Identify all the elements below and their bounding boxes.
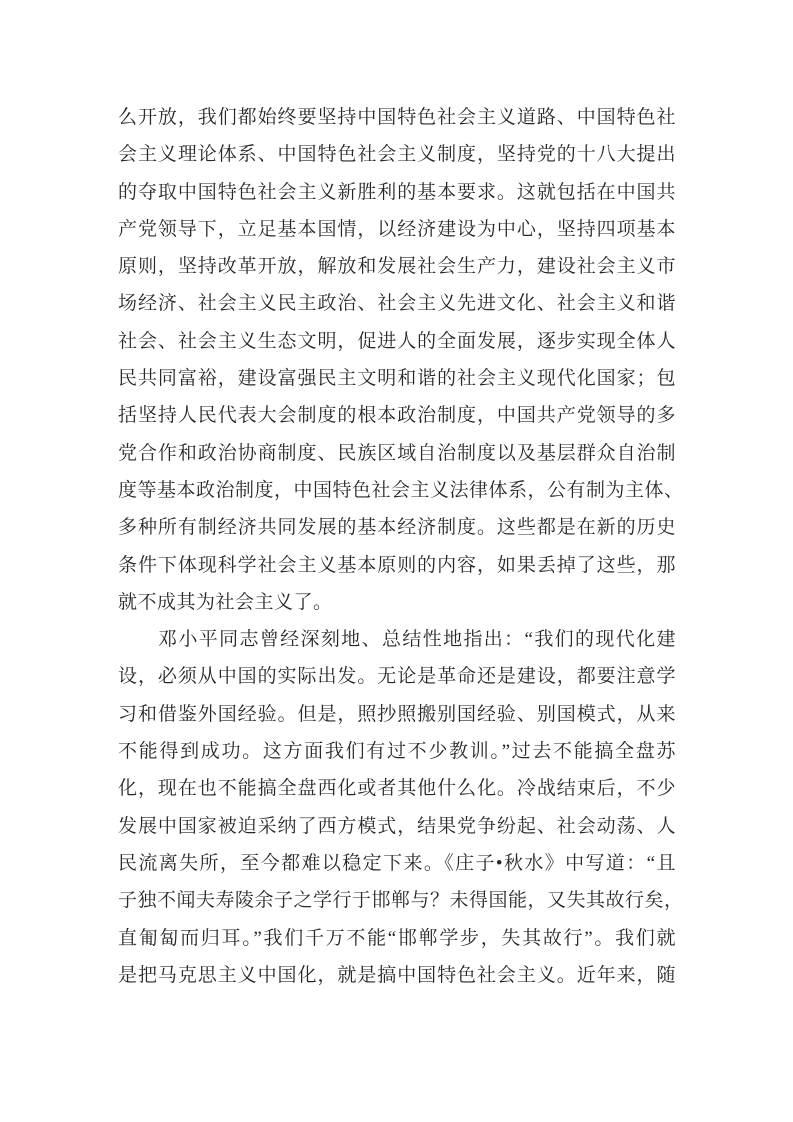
text-line: 直匍匐而归耳。”我们千万不能“邯郸学步，失其故行”。我们就 xyxy=(118,927,676,949)
text-line: 原则，坚持改革开放，解放和发展社会生产力，建设社会主义市 xyxy=(118,256,676,278)
text-block xyxy=(118,99,684,994)
text-line: 场经济、社会主义民主政治、社会主义先进文化、社会主义和谐 xyxy=(118,293,676,315)
text-line: 的夺取中国特色社会主义新胜利的基本要求。这就包括在中国共 xyxy=(118,181,676,203)
text-line: 会主义理论体系、中国特色社会主义制度，坚持党的十八大提出 xyxy=(118,144,676,166)
text-line: 产党领导下，立足基本国情，以经济建设为中心，坚持四项基本 xyxy=(118,218,676,240)
text-line: 发展中国家被迫采纳了西方模式，结果党争纷起、社会动荡、人 xyxy=(118,815,676,837)
text-line: 民流离失所，至今都难以稳定下来。《庄子•秋水》中写道：“且 xyxy=(118,852,676,874)
text-line: 度等基本政治制度，中国特色社会主义法律体系，公有制为主体、 xyxy=(118,479,684,501)
text-line: 是把马克思主义中国化，就是搞中国特色社会主义。近年来，随 xyxy=(118,964,676,986)
text-line: 化，现在也不能搞全盘西化或者其他什么化。冷战结束后，不少 xyxy=(118,778,676,800)
text-line: 习和借鉴外国经验。但是，照抄照搬别国经验、别国模式，从来 xyxy=(118,703,676,725)
text-line: 邓小平同志曾经深刻地、总结性地指出：“我们的现代化建 xyxy=(158,629,676,651)
text-line: 就不成其为社会主义了。 xyxy=(118,591,333,613)
text-line: 不能得到成功。这方面我们有过不少教训。”过去不能搞全盘苏 xyxy=(118,741,676,763)
paragraph-1 xyxy=(118,99,684,621)
text-line: 条件下体现科学社会主义基本原则的内容，如果丢掉了这些，那 xyxy=(118,554,676,576)
text-line: 设，必须从中国的实际出发。无论是革命还是建设，都要注意学 xyxy=(118,666,676,688)
text-line: 括坚持人民代表大会制度的根本政治制度，中国共产党领导的多 xyxy=(118,405,676,427)
text-line: 民共同富裕，建设富强民主文明和谐的社会主义现代化国家；包 xyxy=(118,368,676,390)
text-line: 多种所有制经济共同发展的基本经济制度。这些都是在新的历史 xyxy=(118,517,676,539)
text-line: 党合作和政治协商制度、民族区域自治制度以及基层群众自治制 xyxy=(118,442,676,464)
text-line: 子独不闻夫寿陵余子之学行于邯郸与？未得国能，又失其故行矣， xyxy=(118,890,684,912)
paragraph-2 xyxy=(118,621,684,994)
text-line: 么开放，我们都始终要坚持中国特色社会主义道路、中国特色社 xyxy=(118,107,676,128)
text-line: 社会、社会主义生态文明，促进人的全面发展，逐步实现全体人 xyxy=(118,330,676,352)
